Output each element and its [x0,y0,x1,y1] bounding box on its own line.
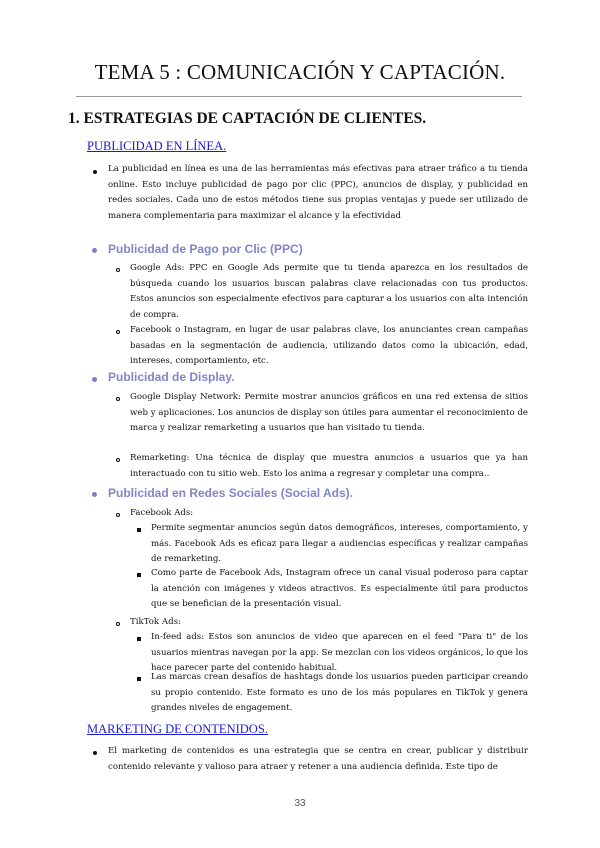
ppc-item: Google Ads: PPC en Google Ads permite que tu tienda aparezca en los resultados de búsqueda cuando los usuarios buscan palabras clave relacionadas con tus productos. Estos anuncios son especialmente efectivos para capturar a los usuarios con alta intención de compra. [130,263,528,320]
bullet-circle [116,513,120,517]
page-number: 33 [294,798,306,809]
bullet-dot [92,377,97,382]
publicidad-intro: La publicidad en línea es una de las herramientas más efectivas para atraer tráfico a tu tienda online. Esto incluye publicidad de pago por clic (PPC), anuncios de display, y publicidad en redes sociales. Cada uno de estos métodos tiene sus propias ventajas y puede ser utilizado de manera complementaria para maximizar el alcance y la efectividad [108,164,528,221]
bullet-square [137,677,141,681]
page-title: TEMA 5 : COMUNICACIÓN Y CAPTACIÓN. [94,60,506,84]
facebook-item: Permite segmentar anuncios según datos demográficos, intereses, comportamiento, y más. Facebook Ads es eficaz para llegar a audiencias específicas y realizar campañas de remarketing. [151,523,528,565]
publicidad-link[interactable]: PUBLICIDAD EN LÍNEA. [87,139,227,153]
ppc-heading: Publicidad de Pago por Clic (PPC) [108,242,303,256]
facebook-label: Facebook Ads: [130,508,194,518]
bullet-square [137,528,141,532]
marketing-intro: El marketing de contenidos es una estrategia que se centra en crear, publicar y distribuir contenido relevante y valioso para atraer y retener a una audiencia definida. Este tipo de [108,746,528,772]
section-heading: 1. ESTRATEGIAS DE CAPTACIÓN DE CLIENTES. [68,110,427,127]
ppc-item: Facebook o Instagram, en lugar de usar palabras clave, los anunciantes crean campañas basadas en la segmentación de audiencia, utilizando datos como la ubicación, edad, intereses, comportamiento, etc. [130,325,528,367]
bullet-circle [116,622,120,626]
facebook-item: Como parte de Facebook Ads, Instagram ofrece un canal visual poderoso para captar la atención con imágenes y videos atractivos. Es especialmente útil para productos que se benefician de la presentación visual. [151,568,528,610]
bullet-circle [116,268,120,272]
title-divider [76,96,522,97]
tiktok-item: Las marcas crean desafíos de hashtags donde los usuarios pueden participar creando su propio contenido. Este formato es uno de los más populares en TikTok y genera grandes niveles de engagement. [151,672,528,714]
display-item: Remarketing: Una técnica de display que muestra anuncios a usuarios que ya han interactuado con tu sitio web. Esto los anima a regresar y completar una compra.. [130,453,528,479]
bullet-circle [116,397,120,401]
tiktok-item: In-feed ads: Estos son anuncios de video que aparecen en el feed "Para ti" de los usuarios mientras navegan por la app. Se mezclan con los videos orgánicos, lo que los hace parecer parte del contenido habitual. [151,632,528,674]
bullet-circle [116,330,120,334]
display-item: Google Display Network: Permite mostrar anuncios gráficos en una red extensa de sitios web y aplicaciones. Los anuncios de display son útiles para aumentar el reconocimiento de marca y realizar remarketing a usuarios que han visitado tu tienda. [130,392,528,434]
bullet-circle [116,458,120,462]
bullet-square [137,637,141,641]
bullet-dot [93,170,97,174]
bullet-square [137,573,141,577]
social-heading: Publicidad en Redes Sociales (Social Ads). [108,486,353,500]
bullet-dot [92,248,97,253]
bullet-dot [92,492,97,497]
tiktok-label: TikTok Ads: [130,617,181,627]
bullet-dot [93,751,97,755]
marketing-link[interactable]: MARKETING DE CONTENIDOS. [87,722,268,736]
display-heading: Publicidad de Display. [108,370,235,384]
